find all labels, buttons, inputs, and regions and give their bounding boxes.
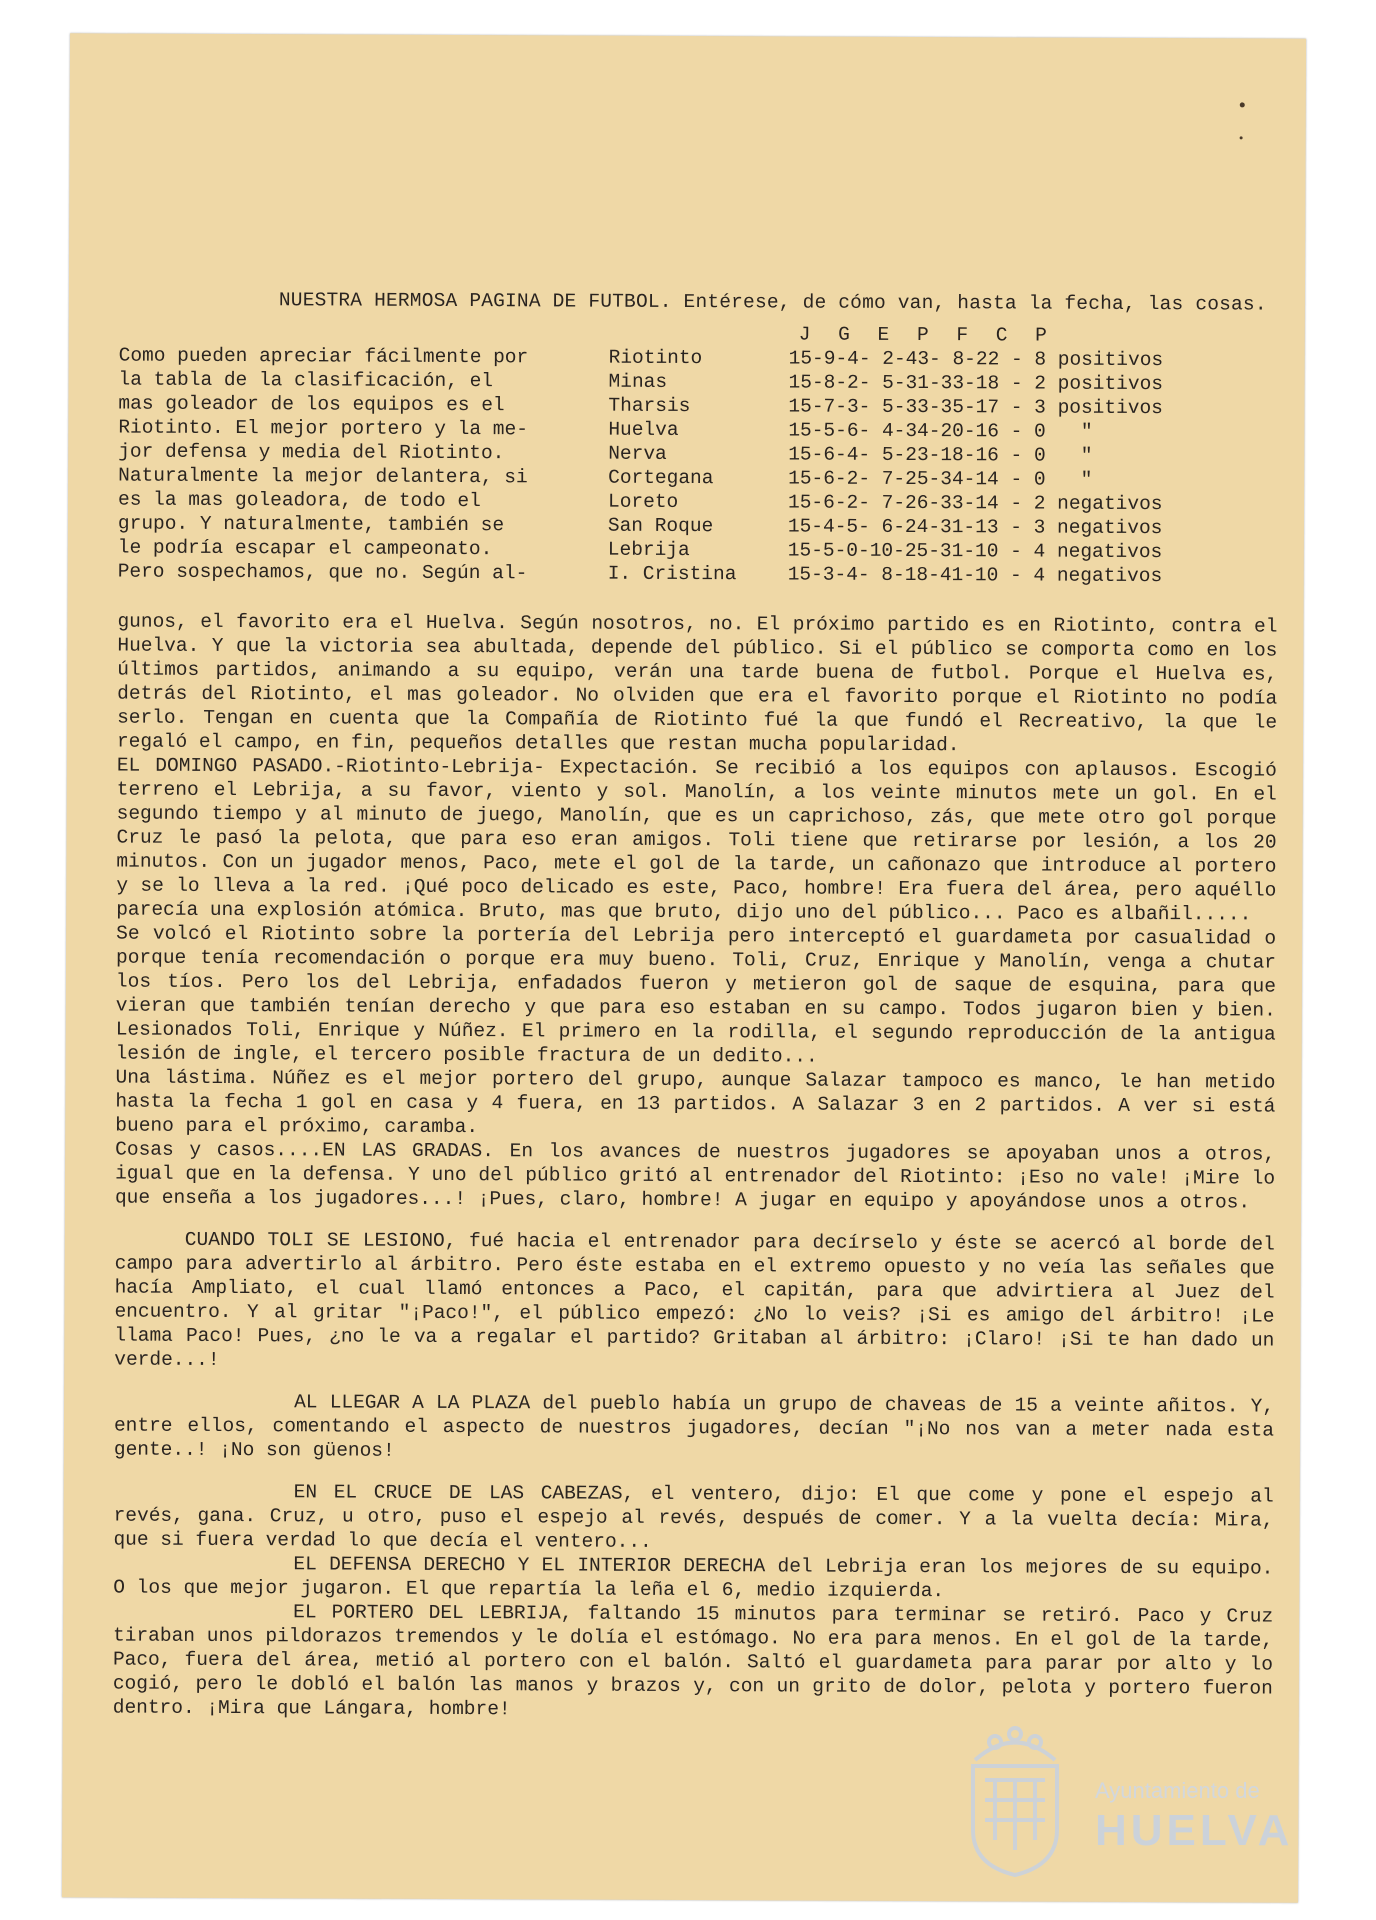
- team-stat-row: 15-3-4- 8-18-41-10 - 4 negativos: [787, 563, 1163, 588]
- team-stat-row: 15-9-4- 2-43- 8-22 - 8 positivos: [788, 347, 1164, 372]
- watermark-line2: HUELVA: [1095, 1806, 1294, 1855]
- team-name: Nerva: [608, 442, 667, 465]
- team-stat-row: 15-6-2- 7-26-33-14 - 2 negativos: [787, 491, 1163, 516]
- team-stat-row: 15-7-3- 5-33-35-17 - 3 positivos: [788, 395, 1163, 420]
- team-name: Riotinto: [608, 346, 703, 370]
- team-name: San Roque: [607, 514, 714, 538]
- table-header: J G E P F C P: [798, 323, 1055, 347]
- page-title: NUESTRA HERMOSA PAGINA DE FUTBOL. Entérese, de cómo van, hasta la fecha, las cosas.: [278, 289, 1267, 316]
- intro-line: jor defensa y media del Riotinto.: [118, 440, 505, 465]
- team-stats: [788, 346, 1164, 588]
- team-stat-row: 15-8-2- 5-31-33-18 - 2 positivos: [788, 371, 1164, 396]
- intro-line: Naturalmente la mejor delantera, si: [118, 464, 528, 489]
- team-stat-row: 15-6-4- 5-23-18-16 - 0 ": [788, 443, 1093, 467]
- team-stat-row: 15-5-0-10-25-31-10 - 4 negativos: [787, 539, 1163, 564]
- paragraph: CUANDO TOLI SE LESIONO, fué hacia el entrenador para decírselo y éste se acercó al borde del campo para advertirlo al árbitro. Pero éste estaba en el extremo opuesto y no veía las señales que hacía Ampliato, el cual llamó entonces a Paco, el capitán, para que advirtiera al Juez del encuentro. Y al gritar "¡Paco!", el público empezó: ¿No lo veis? ¡Si es amigo del árbitro! ¡Le llama Paco! Pues, ¿no le va a regalar el partido? Gritaban al árbitro: ¡Claro! ¡Si te han dado un verde...!: [114, 1228, 1275, 1371]
- city-seal-watermark-icon: [955, 1720, 1075, 1880]
- paragraph: Una lástima. Núñez es el mejor portero del grupo, aunque Salazar tampoco es manco, le han metido hasta la fecha 1 gol en casa y 4 fuera, en 13 partidos. A Salazar 3 en 2 partidos. A ver si está bueno para el próximo, caramba.: [115, 1066, 1276, 1139]
- intro-line: Pero sospechamos, que no. Según al-: [117, 560, 528, 585]
- paragraph: EL DOMINGO PASADO.-Riotinto-Lebrija- Expectación. Se recibió a los equipos con aplausos. Escogió terreno el Lebrija, a su favor, viento y sol. Manolín, a los veinte minutos mete un gol. En el segundo tiempo y al minuto de juego, Manolín, que es un caprichoso, zás, que mete otro gol porque Cruz le pasó la pelota, que para eso eran amigos. Toli tiene que retirarse por lesión, a los 20 minutos. Con un jugador menos, Paco, mete el gol de la tarde, un cañonazo que introduce al portero y se lo lleva a la red. ¡Qué poco delicado es este, Paco, hombre! Era fuera del área, pero aquéllo parecía una explosión atómica. Bruto, mas que bruto, dijo uno del público... Paco es albañil.....: [116, 754, 1277, 926]
- team-name: Minas: [608, 370, 668, 393]
- team-name: Huelva: [608, 418, 679, 441]
- intro-line: la tabla de la clasificación, el: [118, 368, 494, 393]
- ink-speck: [1240, 102, 1245, 107]
- intro-line: le podría escapar el campeonato.: [117, 536, 493, 561]
- standings-section: [117, 320, 1279, 588]
- paragraph: EN EL CRUCE DE LAS CABEZAS, el ventero, dijo: El que come y pone el espejo al revés, gana. Cruz, u otro, puso el espejo al revés, después de comer. Y a la vuelta decía: Mira, que si fuera verdad lo que decía el ventero...: [113, 1481, 1274, 1553]
- intro-line: Como pueden apreciar fácilmente por: [118, 344, 529, 369]
- team-names: [608, 346, 738, 587]
- team-stat-row: 15-4-5- 6-24-31-13 - 3 negativos: [787, 515, 1163, 540]
- paragraph: Cosas y casos....EN LAS GRADAS. En los avances de nuestros jugadores se apoyaban unos a otros, igual que en la defensa. Y uno del público gritó al entrenador del Riotinto: ¡Eso no vale! ¡Mire lo que enseña a los jugadores...! ¡Pues, claro, hombre! A jugar en equipo y apoyándose unos a otros.: [114, 1138, 1276, 1214]
- article-body: [113, 610, 1278, 1725]
- intro-line: mas goleador de los equipos es el: [118, 392, 505, 417]
- paragraph: EL PORTERO DEL LEBRIJA, faltando 15 minutos para terminar se retiró. Paco y Cruz tiraban unos pildorazos tremendos y le dolía el estómago. No era para menos. En el gol de la tarde, Paco, fuera del área, metió al portero con el balón. Saltó el guardameta para parar por alto y lo cogió, pero le dobló el balón las manos y brazos y, con un grito de dolor, pelota y portero fueron dentro. ¡Mira que Lángara, hombre!: [112, 1601, 1274, 1721]
- ink-speck: [1240, 136, 1243, 139]
- intro-line: Riotinto. El mejor portero y la me-: [118, 416, 528, 441]
- watermark-line1: Ayuntamiento de: [1095, 1778, 1260, 1803]
- intro-line: grupo. Y naturalmente, también se: [117, 512, 505, 537]
- team-stat-row: 15-6-2- 7-25-34-14 - 0 ": [788, 467, 1093, 491]
- paragraph: AL LLEGAR A LA PLAZA del pueblo había un grupo de chaveas de 15 a veinte añitos. Y, entre ellos, comentando el aspecto de nuestros jugadores, decían "¡No nos van a meter nada esta gente..! ¡No son güenos!: [113, 1391, 1275, 1462]
- team-name: Loreto: [607, 490, 679, 513]
- team-name: I. Cristina: [607, 562, 737, 586]
- paper-sheet: [62, 33, 1306, 1902]
- team-name: Lebrija: [607, 538, 690, 562]
- team-name: Cortegana: [608, 466, 714, 490]
- team-name: Tharsis: [608, 394, 691, 418]
- intro-line: es la mas goleadora, de todo el: [117, 488, 481, 513]
- paragraph: EL DEFENSA DERECHO Y EL INTERIOR DERECHA del Lebrija eran los mejores de su equipo. O los que mejor jugaron. El que repartía la leña el 6, medio izquierda.: [113, 1553, 1274, 1603]
- intro-text: [118, 344, 549, 586]
- team-stat-row: 15-5-6- 4-34-20-16 - 0 ": [788, 419, 1093, 443]
- paragraph: Se volcó el Riotinto sobre la portería del Lebrija pero interceptó el guardameta por casualidad o porque tenía recomendación o porque era muy bueno. Toli, Cruz, Enrique y Manolín, venga a chutar los tíos. Pero los del Lebrija, enfadados fueron y metieron gol de saque de esquina, para que vieran que también tenían derecho y que para eso estaban en su campo. Todos jugaron bien y bien. Lesionados Toli, Enrique y Núñez. El primero en la rodilla, el segundo reproducción de la antigua lesión de ingle, el tercero posible fractura de un dedito...: [115, 922, 1277, 1068]
- paragraph: gunos, el favorito era el Huelva. Según nosotros, no. El próximo partido es en Riotinto, contra el Huelva. Y que la victoria sea abultada, depende del público. Si el público se comporta como en los últimos partidos, animando a su equipo, verán una tarde buena de futbol. Porque el Huelva es, detrás del Riotinto, el mas goleador. No olviden que era el favorito porque el Riotinto no podía serlo. Tengan en cuenta que la Compañía de Riotinto fué la que fundó el Recreativo, la que le regaló el campo, en fin, pequeños detalles que restan mucha popularidad.: [116, 610, 1278, 757]
